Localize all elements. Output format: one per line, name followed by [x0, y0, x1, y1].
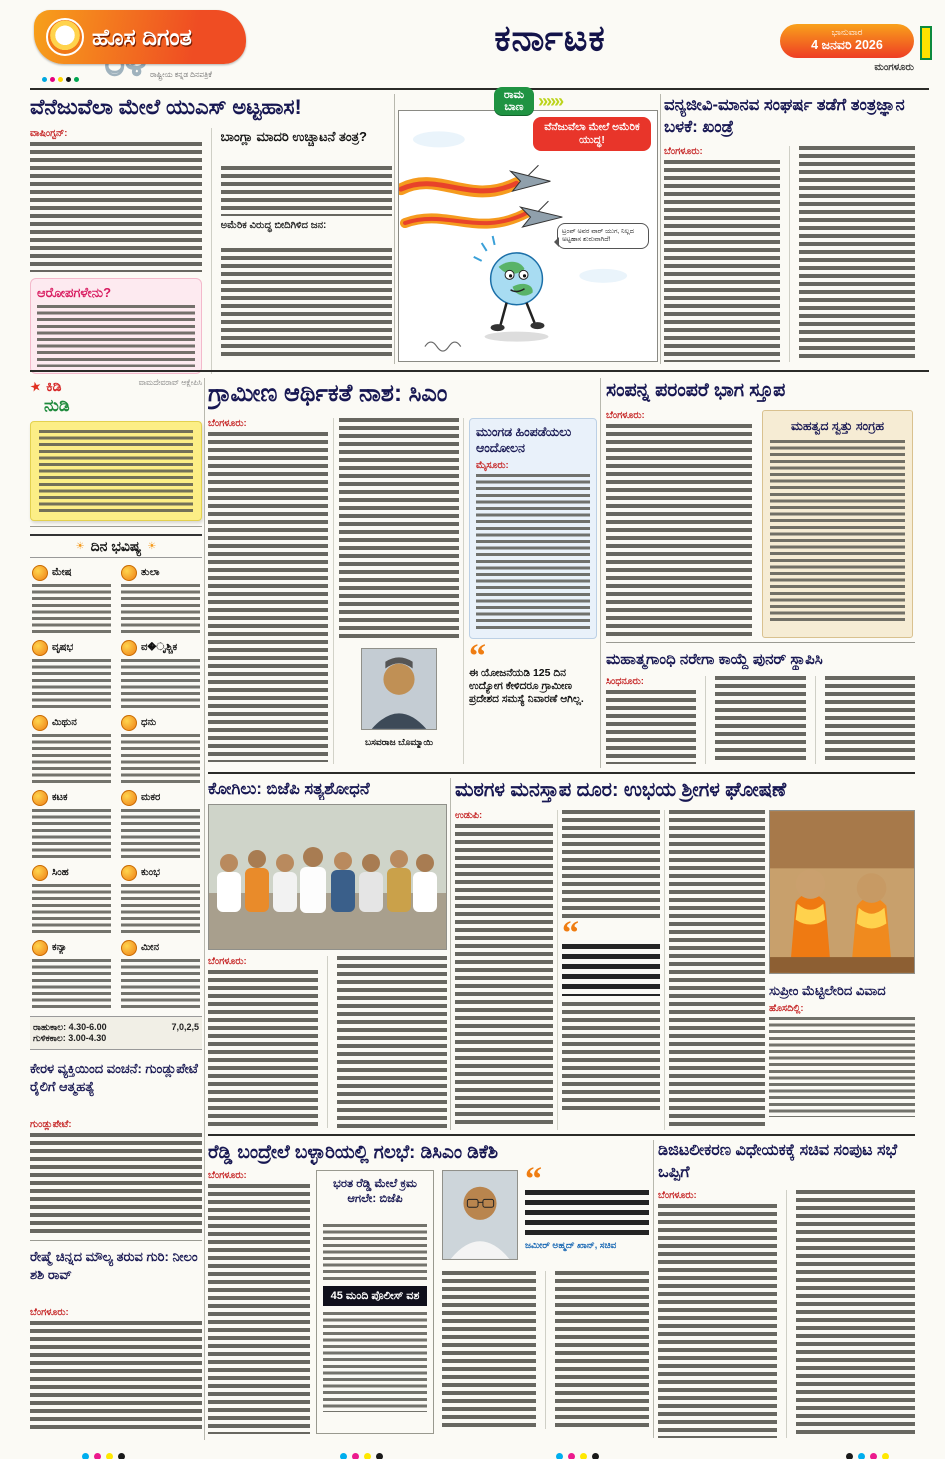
seers-photo	[769, 810, 915, 974]
sub-headline: ಬಾಂಗ್ಲಾ ಮಾದರಿ ಉಚ್ಚಾಟನೆ ತಂತ್ರ?	[220, 129, 368, 144]
body-text	[825, 676, 915, 764]
yellow-dot-icon	[106, 1453, 113, 1459]
quote-icon	[525, 1170, 649, 1190]
headline: ವೆನೆಜುವೆಲಾ ಮೇಲೆ ಯುಎಸ್ ಅಟ್ಟಹಾಸ!	[30, 96, 302, 119]
highlight-box	[762, 410, 913, 638]
body-text	[770, 440, 905, 624]
section-divider	[30, 370, 929, 372]
body-text	[337, 956, 447, 1128]
yellow-dot-icon	[580, 1453, 587, 1459]
delegation-photo	[208, 804, 447, 950]
dateline: ಬೆಂಗಳೂರು:	[208, 1170, 247, 1181]
body-column	[562, 810, 660, 1110]
body-column	[658, 1190, 777, 1438]
registration-marks	[340, 1447, 388, 1459]
speech-bubble: ಟ್ರಂಪ್ ಅವರ ವಾರ್ ಯುಗ, ನಿಲ್ಲದ ಅಟ್ಟಹಾಸ ಶುರುವಾಗಿದೆ!	[557, 223, 649, 249]
registration-marks	[556, 1447, 604, 1459]
zodiac-icon	[121, 640, 137, 656]
editorial-cartoon-block	[398, 86, 658, 362]
sub-headline: ಸುಪ್ರೀಂ ಮೆಟ್ಟಿಲೇರಿದ ವಿವಾದ	[769, 983, 886, 998]
zodiac-name: ಕುಂಭ	[141, 867, 160, 878]
sub-story-box	[469, 418, 597, 639]
body-column	[606, 676, 696, 764]
dateline: ಬೆಂಗಳೂರು:	[30, 1307, 69, 1318]
dateline: ಬೆಂಗಳೂರು:	[208, 418, 247, 429]
kidi-nudi-box	[30, 378, 202, 521]
headline: ಮಹಾತ್ಮಗಾಂಧಿ ನರೇಗಾ ಕಾಯ್ದೆ ಪುನರ್ ಸ್ಥಾಪಿಸಿ	[606, 651, 823, 668]
sun-icon: ☀	[75, 541, 85, 552]
photo-caption: ಬಸವರಾಜ ಬೊಮ್ಮಾಯಿ	[364, 737, 433, 747]
body-text	[208, 970, 318, 1128]
zodiac-icon	[32, 940, 48, 956]
spark-icon: ★	[28, 378, 44, 397]
column-divider	[653, 1140, 654, 1438]
yellow-dot-icon	[882, 1453, 889, 1459]
zodiac-cell	[32, 715, 111, 784]
tagline: ರಾಷ್ಟ್ರೀಯ ಕನ್ನಡ ದಿನಪತ್ರಿಕೆ	[150, 70, 212, 79]
body-column	[705, 676, 805, 764]
kidi-nudi-title	[30, 378, 70, 416]
column-divider	[333, 418, 334, 764]
article-narega	[606, 650, 915, 764]
zodiac-name: ವ�ೃಶ್ಚಿಕ	[141, 642, 178, 653]
sub-article	[769, 982, 915, 1117]
zodiac-cell	[32, 865, 111, 934]
dateline: ಬೆಂಗಳೂರು:	[606, 410, 645, 421]
dateline: ಸಿಂಧನೂರು:	[606, 676, 644, 687]
registration-marks	[82, 1447, 130, 1459]
date-box	[780, 24, 914, 58]
title-kidi: ಕಿಡಿ	[46, 378, 62, 394]
zodiac-name: ಕಟಕ	[52, 792, 68, 803]
quote-icon	[562, 924, 660, 944]
zodiac-icon	[32, 790, 48, 806]
chevrons-icon: »»»	[538, 90, 563, 111]
body-column	[455, 810, 553, 1128]
black-dot-icon	[592, 1453, 599, 1459]
cartoon-frame	[398, 110, 658, 362]
horoscope-footer	[30, 1017, 202, 1050]
cartoon-title	[494, 87, 534, 115]
sub-headline: ಭರತ ರೆಡ್ಡಿ ಮೇಲೆ ಕ್ರಮ ಆಗಲೇ: ಬಿಜೆಪಿ	[333, 1178, 417, 1205]
cyan-dot-icon	[340, 1453, 347, 1459]
edition-title: ಕರ್ನಾಟಕ	[494, 17, 606, 58]
body-column	[442, 1271, 536, 1429]
article-kerala-fraud	[30, 1060, 202, 1233]
article-mutt-seers	[455, 778, 915, 1130]
horoscope-text	[121, 584, 200, 634]
cyan-dot-icon	[82, 1453, 89, 1459]
cyan-dot-icon	[42, 77, 47, 82]
horoscope-text	[121, 659, 200, 709]
zodiac-icon	[32, 565, 48, 581]
zodiac-grid	[30, 558, 202, 1017]
article-venezuela	[30, 94, 392, 374]
quote-note	[30, 421, 202, 521]
horoscope-panel	[30, 534, 202, 1050]
photo-block	[339, 648, 459, 748]
body-text	[37, 305, 195, 367]
quote-attribution: ಜಮೀರ್ ಅಹ್ಮದ್ ಖಾನ್, ಸಚಿವ	[525, 1240, 617, 1250]
black-dot-icon	[118, 1453, 125, 1459]
note-text	[39, 430, 193, 512]
article-kogilu	[208, 778, 447, 1128]
yellow-dot-icon	[364, 1453, 371, 1459]
black-dot-icon	[376, 1453, 383, 1459]
section-divider	[208, 1134, 915, 1136]
headline: ರೆಡ್ಡಿ ಬಂದ್ರೇಲೆ ಬಳ್ಳಾರಿಯಲ್ಲಿ ಗಲಭೆ: ಡಿಸಿಎಂ ಡಿಕೆಶಿ	[208, 1141, 499, 1162]
horoscope-text	[32, 959, 111, 1009]
body-text	[769, 1017, 915, 1117]
body-text	[208, 432, 328, 762]
column-divider	[463, 418, 464, 764]
body-column	[545, 1271, 649, 1429]
column-divider	[450, 778, 451, 1130]
column-divider	[394, 94, 395, 364]
cyan-dot-icon	[556, 1453, 563, 1459]
zodiac-cell	[121, 940, 200, 1009]
body-column	[339, 418, 459, 748]
logo-emblem-icon	[46, 18, 84, 56]
box-title: ಆರೋಪಗಳೇನು?	[37, 285, 112, 300]
pull-quote	[562, 924, 660, 996]
magenta-dot-icon	[870, 1453, 877, 1459]
body-text	[476, 474, 590, 632]
gulika-kala: ಗುಳಿಕಕಾಲ: 3.00-4.30	[33, 1033, 107, 1043]
politician-photo	[361, 648, 437, 730]
publication-logo	[34, 10, 246, 64]
magenta-dot-icon	[568, 1453, 575, 1459]
horoscope-text	[121, 884, 200, 934]
green-dot-icon	[74, 77, 79, 82]
headline: ಗ್ರಾಮೀಣ ಆರ್ಥಿಕತೆ ನಾಶ: ಸಿಎಂ	[208, 380, 448, 407]
zodiac-name: ವೃಷಭ	[52, 642, 74, 653]
cyan-dot-icon	[858, 1453, 865, 1459]
body-column	[208, 956, 318, 1128]
right-zone	[442, 1170, 649, 1429]
body-text	[221, 166, 393, 216]
zodiac-cell	[121, 790, 200, 859]
sun-icon: ☀	[147, 541, 157, 552]
cartoon-title-line2: ಬಾಣ	[504, 101, 524, 113]
body-column	[664, 146, 780, 362]
body-column	[208, 418, 328, 762]
edge-flag-strip	[920, 26, 932, 60]
horoscope-header	[30, 534, 202, 558]
magenta-dot-icon	[94, 1453, 101, 1459]
zodiac-icon	[32, 865, 48, 881]
horoscope-text	[32, 884, 111, 934]
horoscope-text	[32, 584, 111, 634]
yellow-dot-icon	[58, 77, 63, 82]
edition-city: ಮಂಗಳೂರು	[874, 62, 914, 73]
quote-icon	[469, 647, 597, 667]
horoscope-text	[121, 809, 200, 859]
black-dot-icon	[846, 1453, 853, 1459]
body-text	[606, 424, 752, 638]
zodiac-cell	[32, 565, 111, 634]
lucky-numbers: 7,0,2,5	[171, 1022, 199, 1032]
weekday: ಭಾನುವಾರ	[831, 27, 863, 37]
rahu-kala: ರಾಹುಕಾಲ: 4.30-6.00	[33, 1022, 107, 1032]
body-text	[664, 160, 780, 362]
cartoon-caption: ವೆನೆಜುವೆಲಾ ಮೇಲೆ ಅಮೆರಿಕ ಯುದ್ಧ!	[533, 117, 651, 151]
dateline: ಬೆಂಗಳೂರು:	[658, 1190, 697, 1201]
headline: ಕೋಗಿಲು: ಬಿಜೆಪಿ ಸತ್ಯಶೋಧನೆ	[208, 780, 370, 798]
body-text	[555, 1271, 649, 1429]
quote-text	[562, 944, 660, 996]
zodiac-icon	[121, 790, 137, 806]
magenta-dot-icon	[50, 77, 55, 82]
body-column	[208, 1170, 310, 1434]
horoscope-title: ದಿನ ಭವಿಷ್ಯ	[90, 538, 142, 554]
minister-photo	[442, 1170, 518, 1260]
body-column	[815, 676, 915, 764]
horoscope-text	[121, 959, 200, 1009]
body-text	[339, 418, 459, 640]
pull-quote	[525, 1170, 649, 1262]
sub-story-box	[316, 1170, 434, 1434]
zodiac-icon	[121, 715, 137, 731]
headline: ಕೇರಳ ವ್ಯಕ್ತಿಯಿಂದ ವಂಚನೆ: ಗುಂಡ್ಲುಪೇಟೆ ರೈಲಿಗೆ ಆತ್ಮಹತ್ಯೆ	[30, 1061, 198, 1094]
cartoon-label	[398, 86, 658, 116]
sidebar-divider	[30, 526, 202, 527]
body-text	[442, 1271, 536, 1429]
zodiac-cell	[121, 715, 200, 784]
magenta-dot-icon	[352, 1453, 359, 1459]
body-text	[208, 1184, 310, 1434]
body-column	[211, 128, 393, 374]
body-column	[327, 956, 447, 1128]
body-column	[606, 410, 752, 638]
registration-marks	[846, 1447, 894, 1459]
zodiac-name: ಮೀನ	[141, 942, 159, 953]
photo-quote-row	[442, 1170, 649, 1262]
body-text	[323, 1312, 427, 1412]
column-divider	[600, 378, 601, 768]
quote-text	[525, 1190, 649, 1236]
horoscope-text	[121, 734, 200, 784]
body-text	[799, 146, 915, 362]
body-column	[789, 146, 915, 362]
horoscope-text	[32, 809, 111, 859]
zodiac-icon	[32, 640, 48, 656]
zodiac-name: ತುಲಾ	[141, 567, 160, 578]
zodiac-cell	[32, 940, 111, 1009]
date: 4 ಜನವರಿ 2026	[811, 38, 883, 52]
zodiac-cell	[121, 640, 200, 709]
horoscope-text	[32, 659, 111, 709]
article-reddy-bandh	[208, 1140, 649, 1436]
dateline: ಗುಂಡ್ಲುಪೇಟೆ:	[30, 1119, 72, 1130]
logo-color-dots	[42, 69, 82, 87]
allegations-box	[30, 278, 202, 374]
dateline: ವಾಷಿಂಗ್ಟನ್:	[30, 128, 68, 139]
article-silk-goal	[30, 1248, 202, 1429]
column-divider	[664, 810, 665, 1130]
body-text	[796, 1190, 915, 1438]
column-divider	[660, 94, 661, 364]
zodiac-cell	[32, 640, 111, 709]
body-text	[221, 248, 393, 360]
police-custody-banner: 45 ಮಂದಿ ಪೊಲೀಸ್ ವಶ	[323, 1286, 427, 1306]
dateline: ಉಡುಪಿ:	[455, 810, 483, 821]
title-nudi: ನುಡಿ	[44, 396, 70, 415]
zodiac-cell	[32, 790, 111, 859]
headline: ಡಿಜಿಟಲೀಕರಣ ವಿಧೇಯಕಕ್ಕೆ ಸಚಿವ ಸಂಪುಟ ಸಭೆ ಒಪ್ಪಿಗೆ	[658, 1142, 898, 1181]
body-text	[30, 1133, 202, 1233]
black-dot-icon	[66, 77, 71, 82]
zodiac-name: ಧನು	[141, 717, 157, 728]
dateline: ಬೆಂಗಳೂರು:	[208, 956, 247, 967]
publication-name: ಹೊಸ ದಿಗಂತ	[92, 23, 192, 50]
headline: ವನ್ಯಜೀವಿ-ಮಾನವ ಸಂಘರ್ಷ ತಡೆಗೆ ತಂತ್ರಜ್ಞಾನ ಬಳಕೆ: ಖಂಡ್ರೆ	[664, 96, 905, 136]
article-heritage-stupa	[606, 378, 915, 638]
body-text	[715, 676, 805, 764]
body-text	[606, 690, 696, 764]
body-text	[323, 1224, 427, 1280]
attribution: ವಾಮದೇವರಾವ್ ಆಕ್ಷೇಪಿಸಿ	[138, 378, 202, 387]
body-column	[669, 810, 765, 1128]
dateline: ಮೈಸೂರು:	[476, 460, 509, 471]
cartoon-title-line1: ರಾಮ	[503, 89, 525, 101]
bold-lead: ಅಮೆರಿಕ ವಿರುದ್ಧ ಬೀದಿಗಿಳಿದ ಜನ:	[220, 220, 327, 231]
zodiac-icon	[32, 715, 48, 731]
body-text	[455, 824, 553, 1128]
artist-signature	[425, 342, 461, 351]
zodiac-name: ಮೇಷ	[52, 567, 72, 578]
box-title: ಮಹತ್ವದ ಸ್ವತ್ತು ಸಂಗ್ರಹ	[790, 419, 885, 433]
zodiac-icon	[121, 565, 137, 581]
horoscope-text	[32, 734, 111, 784]
zodiac-icon	[121, 865, 137, 881]
zodiac-name: ಕನ್ಯಾ	[52, 942, 67, 953]
dateline: ಬೆಂಗಳೂರು:	[664, 146, 703, 157]
headline: ರೇಷ್ಮೆ ಚಿನ್ನದ ಮೌಲ್ಯ ತರುವ ಗುರಿ: ನೀಲಂ ಶಶಿ ರಾವ್	[30, 1249, 198, 1282]
body-text	[658, 1204, 777, 1438]
column-divider	[204, 378, 205, 1440]
zodiac-cell	[121, 565, 200, 634]
zodiac-cell	[121, 865, 200, 934]
article-digitization-bill	[658, 1140, 915, 1438]
body-text	[562, 810, 660, 918]
headline: ಸಂಪನ್ನ ಪರಂಪರೆ ಭಾಗ ಸ್ತೂಪ	[606, 380, 786, 401]
section-divider	[208, 772, 915, 774]
body-column	[786, 1190, 915, 1438]
article-wildlife-tech	[664, 94, 915, 362]
zodiac-name: ಸಿಂಹ	[52, 867, 69, 878]
quote-text: ಈ ಯೋಜನೆಯಡಿ 125 ದಿನ ಉದ್ಯೋಗ ಕೇಳಿದರೂ ಗ್ರಾಮೀಣ ಪ್ರದೇಶದ ಸಮಸ್ಯೆ ನಿವಾರಣೆ ಆಗಿಲ್ಲ.	[469, 667, 584, 705]
sidebar-divider	[30, 1240, 202, 1241]
pull-quote	[469, 647, 597, 745]
body-text	[30, 1321, 202, 1429]
zodiac-icon	[121, 940, 137, 956]
body-text	[30, 142, 202, 272]
article-rural-economy	[208, 378, 597, 764]
body-text	[562, 1002, 660, 1110]
article-divider	[606, 642, 915, 643]
body-text	[669, 810, 765, 1128]
dateline: ಹೊಸದಿಲ್ಲಿ:	[769, 1003, 804, 1014]
body-column	[469, 418, 597, 745]
body-column	[30, 128, 202, 374]
headline: ಮಠಗಳ ಮನಸ್ತಾಪ ದೂರ: ಉಭಯ ಶ್ರೀಗಳ ಘೋಷಣೆ	[455, 779, 787, 801]
sub-headline: ಮುಂಗಡ ಹಿಂಪಡೆಯಲು ಆಂದೋಲನ	[476, 425, 572, 455]
zodiac-name: ಮಕರ	[141, 792, 161, 803]
column-divider	[557, 810, 558, 1130]
zodiac-name: ಮಿಥುನ	[52, 717, 77, 728]
